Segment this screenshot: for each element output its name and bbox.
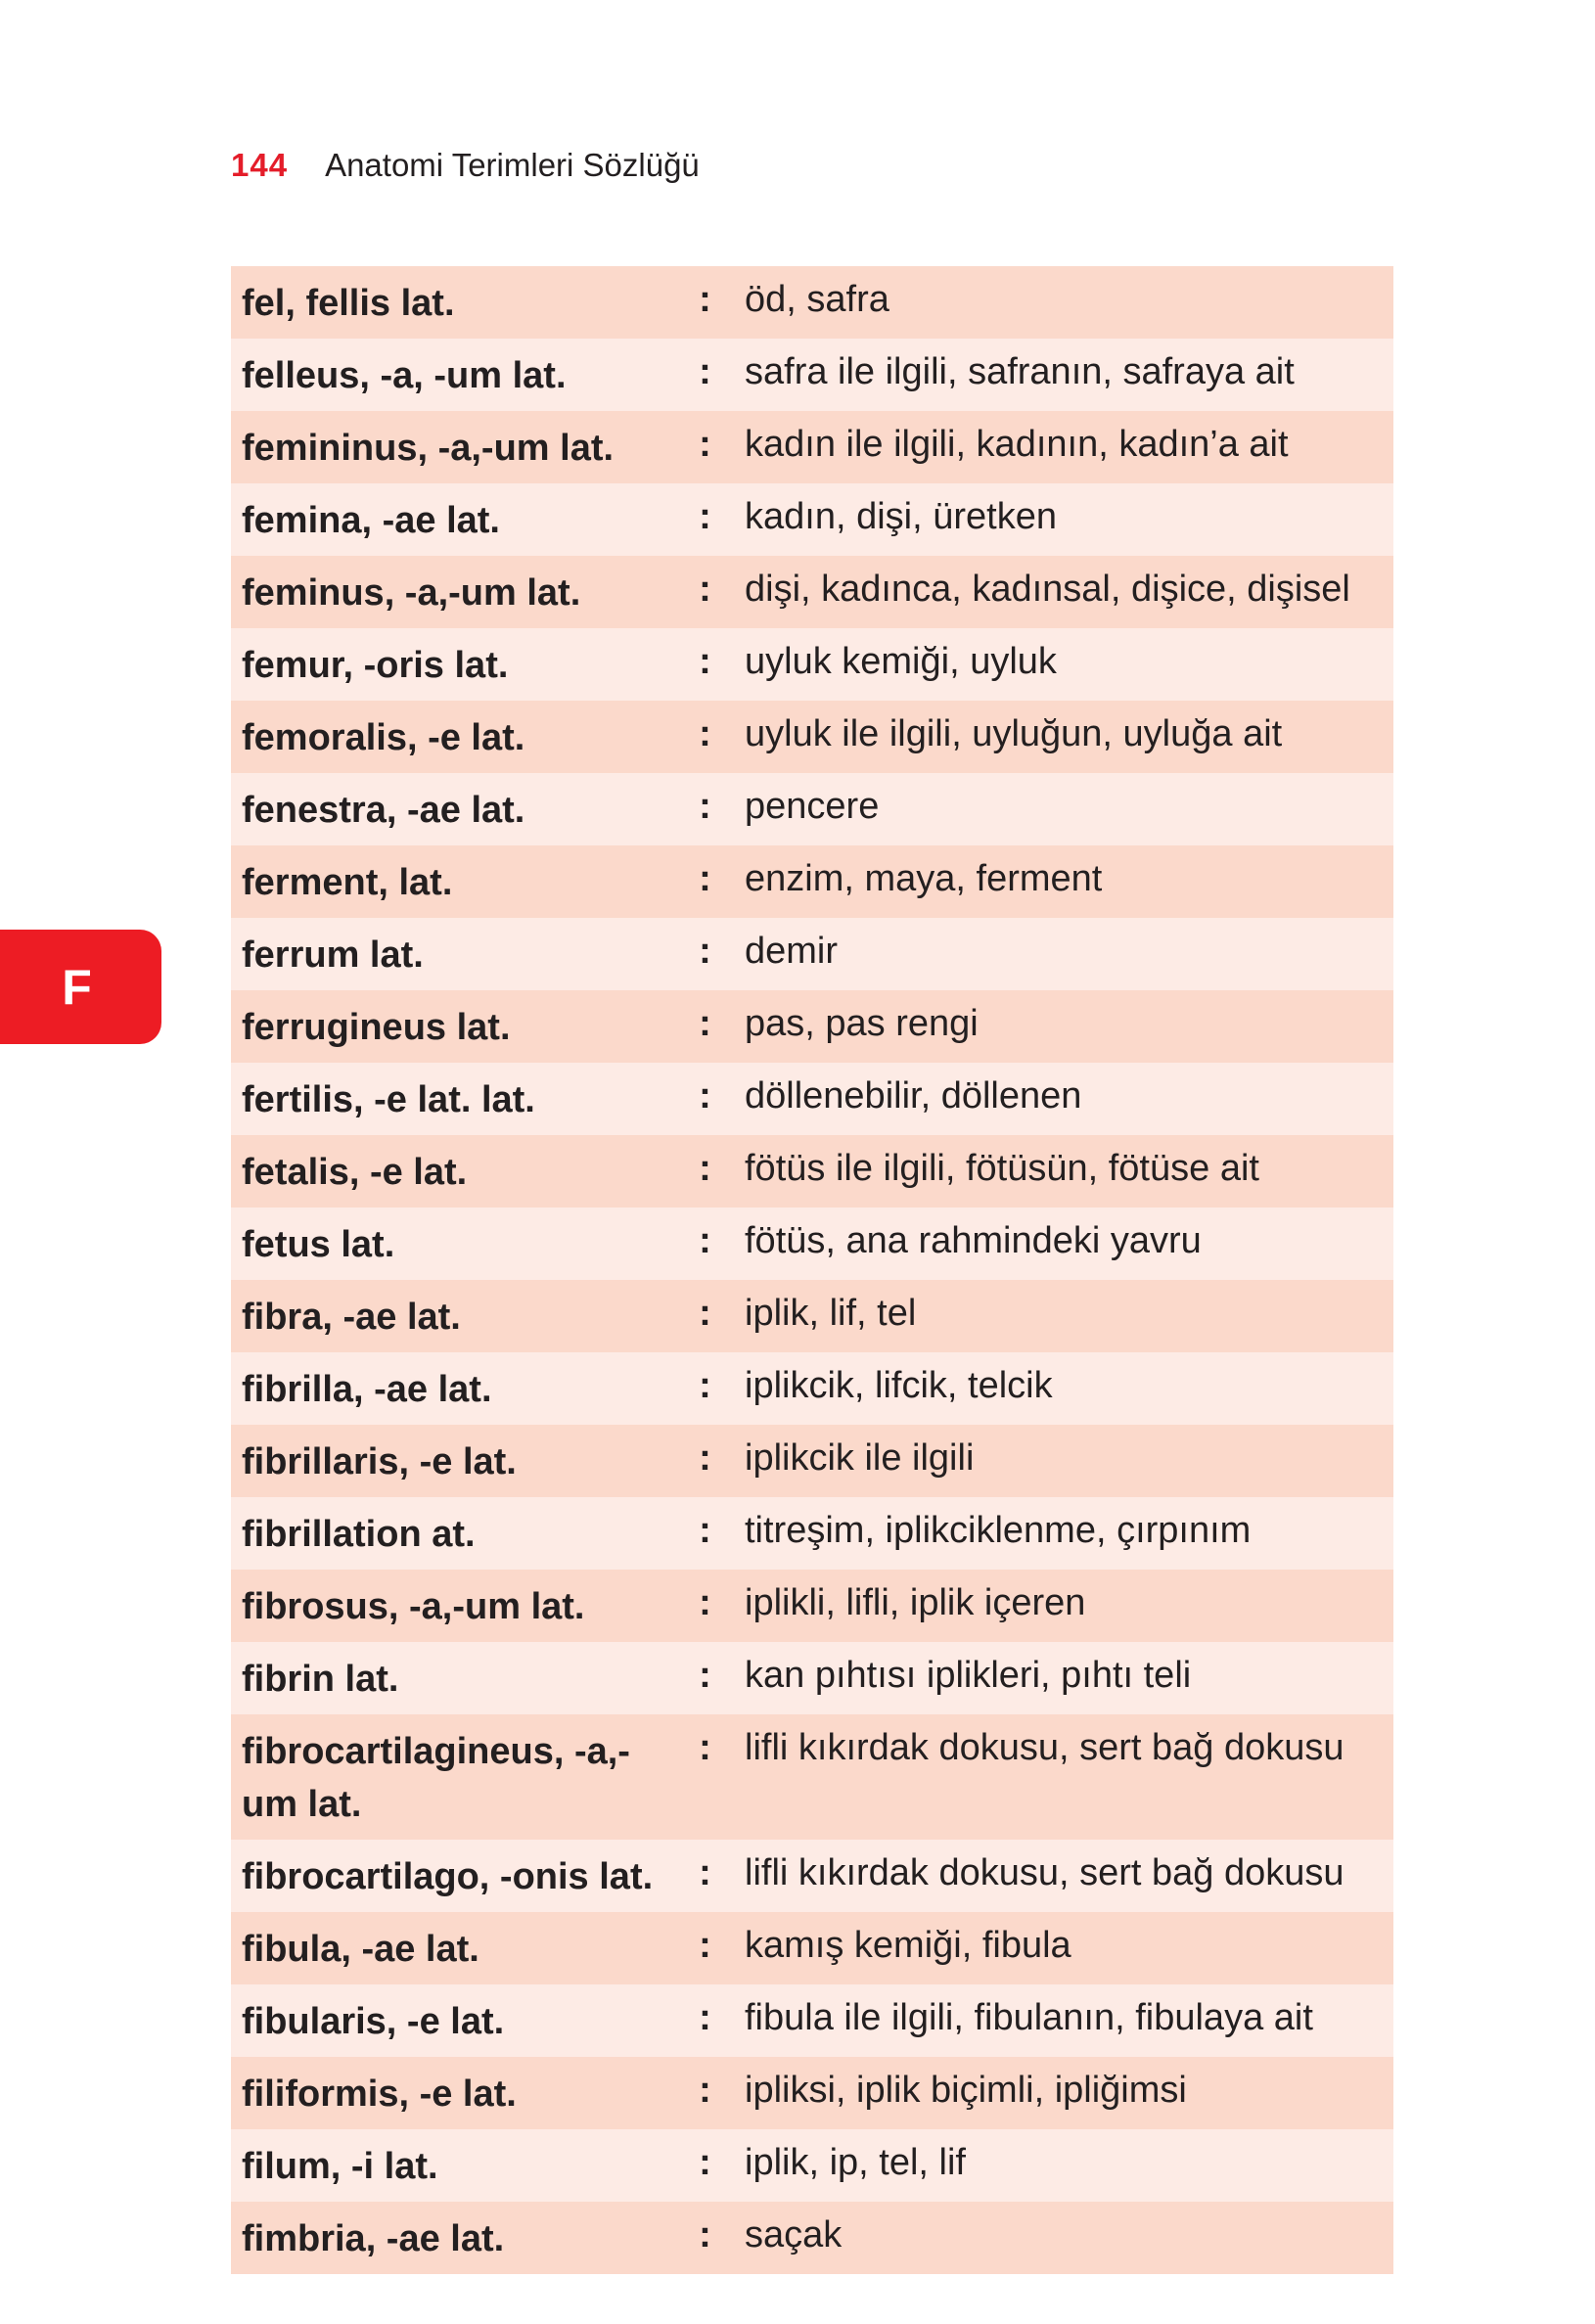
glossary-separator: : [699, 1075, 711, 1116]
glossary-separator: : [699, 1925, 711, 1966]
glossary-row [231, 773, 1393, 845]
glossary-definition: fibula ile ilgili, fibulanın, fibulaya ait [745, 1997, 1313, 2038]
glossary-separator: : [699, 1510, 711, 1551]
glossary-term: filum, -i lat. [242, 2146, 438, 2187]
glossary-definition: enzim, maya, ferment [745, 858, 1103, 899]
glossary-term: ferrugineus lat. [242, 1007, 511, 1048]
glossary-separator: : [699, 569, 711, 610]
glossary-row [231, 2057, 1393, 2129]
glossary-row [231, 266, 1393, 339]
glossary-row [231, 1642, 1393, 1714]
glossary-term: feminus, -a,-um lat. [242, 572, 581, 614]
glossary-term: femoralis, -e lat. [242, 717, 525, 758]
section-letter-tab [0, 930, 161, 1044]
glossary-row [231, 1984, 1393, 2057]
glossary-definition: pas, pas rengi [745, 1003, 979, 1044]
glossary-definition: titreşim, iplikciklenme, çırpınım [745, 1510, 1252, 1551]
glossary-row [231, 1425, 1393, 1497]
page-header [231, 147, 700, 190]
glossary-term: ferrum lat. [242, 934, 424, 976]
glossary-term: fibrin lat. [242, 1659, 399, 1700]
page-number: 144 [231, 147, 289, 183]
glossary-definition: iplikcik ile ilgili [745, 1437, 975, 1479]
glossary-term: fibra, -ae lat. [242, 1297, 461, 1338]
glossary-separator: : [699, 1852, 711, 1893]
glossary-row [231, 339, 1393, 411]
glossary-separator: : [699, 351, 711, 392]
glossary-definition: demir [745, 931, 839, 972]
glossary-definition: uyluk ile ilgili, uyluğun, uyluğa ait [745, 713, 1283, 754]
glossary-row [231, 556, 1393, 628]
glossary-term: fibularis, -e lat. [242, 2001, 505, 2042]
glossary-row [231, 1840, 1393, 1912]
glossary-separator: : [699, 858, 711, 899]
glossary-row [231, 2129, 1393, 2202]
glossary-table [231, 266, 1393, 2274]
glossary-definition: saçak [745, 2214, 843, 2256]
glossary-definition: iplik, ip, tel, lif [745, 2142, 966, 2183]
glossary-separator: : [699, 2142, 711, 2183]
section-letter: F [62, 959, 92, 1015]
glossary-term: fibrillation at. [242, 1514, 476, 1555]
glossary-row [231, 1063, 1393, 1135]
glossary-definition: kadın ile ilgili, kadının, kadın’a ait [745, 424, 1289, 465]
glossary-row [231, 1912, 1393, 1984]
glossary-row [231, 628, 1393, 701]
glossary-term: femininus, -a,-um lat. [242, 428, 615, 469]
glossary-definition: kadın, dişi, üretken [745, 496, 1057, 537]
glossary-term: fimbria, -ae lat. [242, 2218, 505, 2259]
glossary-term: fibrilla, -ae lat. [242, 1369, 492, 1410]
glossary-term: filiformis, -e lat. [242, 2073, 517, 2115]
glossary-row [231, 701, 1393, 773]
glossary-separator: : [699, 1220, 711, 1261]
glossary-separator: : [699, 2070, 711, 2111]
glossary-separator: : [699, 1003, 711, 1044]
glossary-row [231, 1352, 1393, 1425]
book-title: Anatomi Terimleri Sözlüğü [325, 147, 700, 183]
glossary-definition: kan pıhtısı iplikleri, pıhtı teli [745, 1655, 1192, 1696]
glossary-separator: : [699, 713, 711, 754]
glossary-row [231, 1497, 1393, 1570]
glossary-term: fibrocartilagineus, -a,- um lat. [242, 1731, 630, 1825]
glossary-separator: : [699, 1293, 711, 1334]
glossary-separator: : [699, 1582, 711, 1623]
glossary-row [231, 483, 1393, 556]
glossary-term: fibrosus, -a,-um lat. [242, 1586, 585, 1627]
glossary-definition: pencere [745, 786, 880, 827]
glossary-term: fenestra, -ae lat. [242, 790, 525, 831]
glossary-term: ferment, lat. [242, 862, 453, 903]
glossary-term: fetalis, -e lat. [242, 1152, 468, 1193]
glossary-row [231, 411, 1393, 483]
glossary-row [231, 845, 1393, 918]
glossary-term: fibrocartilago, -onis lat. [242, 1856, 654, 1897]
glossary-separator: : [699, 2214, 711, 2256]
glossary-term: femur, -oris lat. [242, 645, 509, 686]
glossary-row [231, 1570, 1393, 1642]
glossary-definition: fötüs, ana rahmindeki yavru [745, 1220, 1202, 1261]
glossary-definition: iplik, lif, tel [745, 1293, 917, 1334]
glossary-separator: : [699, 1437, 711, 1479]
glossary-row [231, 1208, 1393, 1280]
glossary-definition: ipliksi, iplik biçimli, ipliğimsi [745, 2070, 1187, 2111]
glossary-definition: iplikli, lifli, iplik içeren [745, 1582, 1086, 1623]
glossary-term: fetus lat. [242, 1224, 395, 1265]
glossary-definition: iplikcik, lifcik, telcik [745, 1365, 1053, 1406]
glossary-separator: : [699, 1365, 711, 1406]
glossary-definition: safra ile ilgili, safranın, safraya ait [745, 351, 1295, 392]
glossary-separator: : [699, 279, 711, 320]
glossary-separator: : [699, 424, 711, 465]
glossary-separator: : [699, 931, 711, 972]
glossary-term: femina, -ae lat. [242, 500, 500, 541]
glossary-row [231, 918, 1393, 990]
glossary-row [231, 1135, 1393, 1208]
glossary-separator: : [699, 1148, 711, 1189]
glossary-definition: lifli kıkırdak dokusu, sert bağ dokusu [745, 1727, 1344, 1768]
glossary-separator: : [699, 1727, 711, 1768]
glossary-row [231, 1714, 1393, 1840]
glossary-term: fel, fellis lat. [242, 283, 455, 324]
glossary-term: fibula, -ae lat. [242, 1929, 479, 1970]
glossary-row [231, 2202, 1393, 2274]
glossary-separator: : [699, 641, 711, 682]
glossary-definition: döllenebilir, döllenen [745, 1075, 1082, 1116]
glossary-definition: öd, safra [745, 279, 889, 320]
glossary-definition: dişi, kadınca, kadınsal, dişice, dişisel [745, 569, 1350, 610]
glossary-separator: : [699, 1655, 711, 1696]
glossary-term: fibrillaris, -e lat. [242, 1441, 517, 1482]
glossary-definition: fötüs ile ilgili, fötüsün, fötüse ait [745, 1148, 1259, 1189]
glossary-separator: : [699, 786, 711, 827]
glossary-row [231, 990, 1393, 1063]
glossary-term: fertilis, -e lat. lat. [242, 1079, 535, 1120]
glossary-separator: : [699, 1997, 711, 2038]
glossary-separator: : [699, 496, 711, 537]
glossary-definition: uyluk kemiği, uyluk [745, 641, 1057, 682]
glossary-definition: lifli kıkırdak dokusu, sert bağ dokusu [745, 1852, 1344, 1893]
glossary-term: felleus, -a, -um lat. [242, 355, 567, 396]
glossary-definition: kamış kemiği, fibula [745, 1925, 1071, 1966]
glossary-row [231, 1280, 1393, 1352]
